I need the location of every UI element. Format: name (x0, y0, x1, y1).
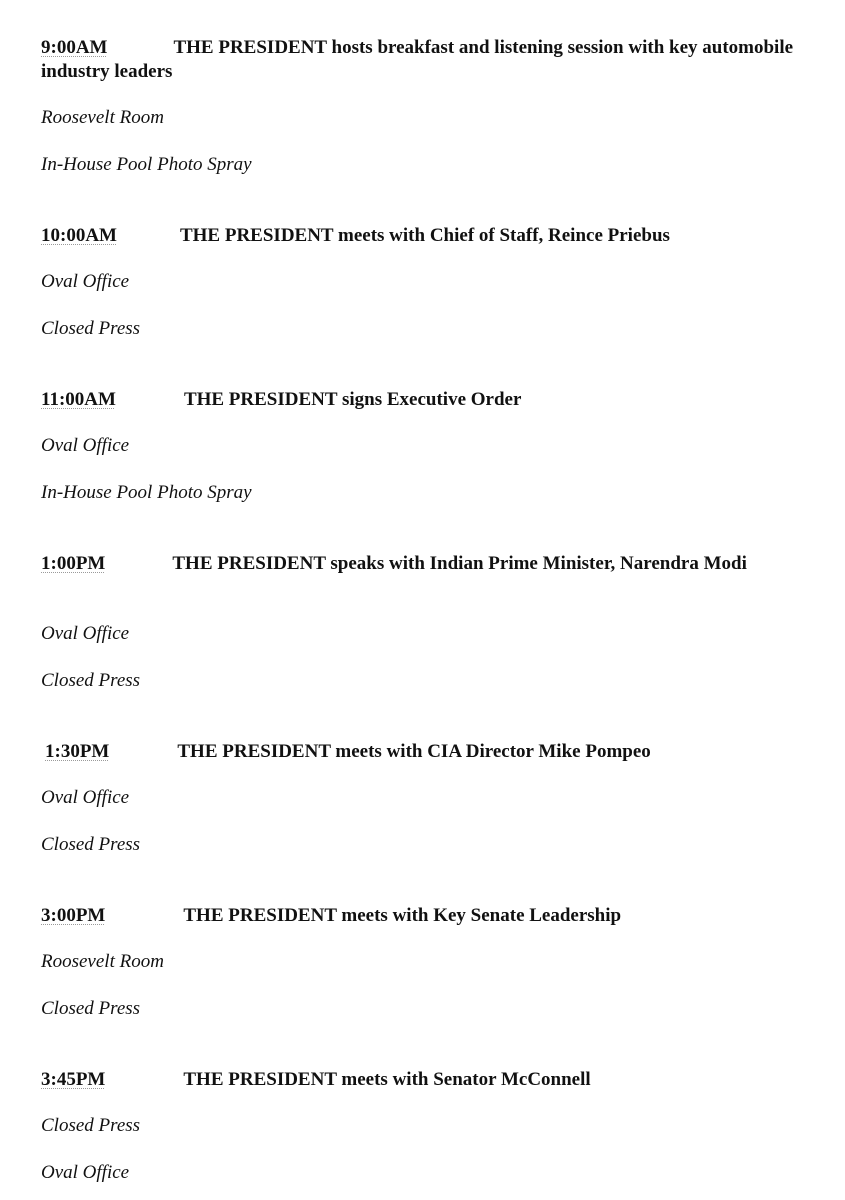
entry-press-status: Closed Press (41, 834, 141, 855)
schedule-entry (41, 740, 801, 855)
entry-location: Oval Office (41, 271, 130, 292)
entry-time: 9:00AM (41, 37, 108, 58)
entry-headline (41, 552, 801, 576)
entry-description: THE PRESIDENT meets with CIA Director Mike Pompeo (177, 741, 651, 762)
schedule-entry (41, 1068, 801, 1183)
entry-press-status: Closed Press (41, 670, 141, 691)
schedule-entry (41, 904, 801, 1019)
entry-description: THE PRESIDENT meets with Chief of Staff, Reince Priebus (179, 225, 670, 246)
entry-description: THE PRESIDENT hosts breakfast and listening session with key automobile industry leaders (41, 37, 794, 82)
entry-press-status: In-House Pool Photo Spray (41, 154, 252, 175)
schedule-entry (41, 224, 801, 339)
entry-time: 10:00AM (41, 225, 117, 246)
entry-time: 3:45PM (41, 1069, 106, 1090)
entry-time: 3:00PM (41, 905, 106, 926)
entry-description: THE PRESIDENT meets with Senator McConnell (183, 1069, 591, 1090)
entry-headline (41, 224, 801, 248)
entry-description: THE PRESIDENT speaks with Indian Prime Minister, Narendra Modi (172, 553, 747, 574)
entry-location: Roosevelt Room (41, 951, 164, 972)
entry-headline (41, 388, 801, 412)
entry-time: 11:00AM (41, 389, 116, 410)
entry-location: Oval Office (41, 435, 130, 456)
entry-press-status: In-House Pool Photo Spray (41, 482, 252, 503)
entry-press-status: Closed Press (41, 318, 141, 339)
entry-location: Closed Press (41, 1115, 141, 1136)
entry-time: 1:00PM (41, 553, 106, 574)
entry-location: Oval Office (41, 787, 130, 808)
entry-headline (41, 740, 801, 764)
entry-location: Roosevelt Room (41, 107, 164, 128)
entry-headline (41, 36, 801, 84)
entry-press-status: Oval Office (41, 1162, 130, 1183)
entry-time: 1:30PM (45, 741, 110, 762)
entry-description: THE PRESIDENT meets with Key Senate Leadership (183, 905, 622, 926)
entry-headline (41, 904, 801, 928)
schedule-entry (41, 36, 801, 175)
entry-description: THE PRESIDENT signs Executive Order (183, 389, 522, 410)
entry-headline (41, 1068, 801, 1092)
entry-location: Oval Office (41, 623, 130, 644)
schedule-entry (41, 388, 801, 503)
schedule-entry (41, 552, 801, 691)
entry-press-status: Closed Press (41, 998, 141, 1019)
